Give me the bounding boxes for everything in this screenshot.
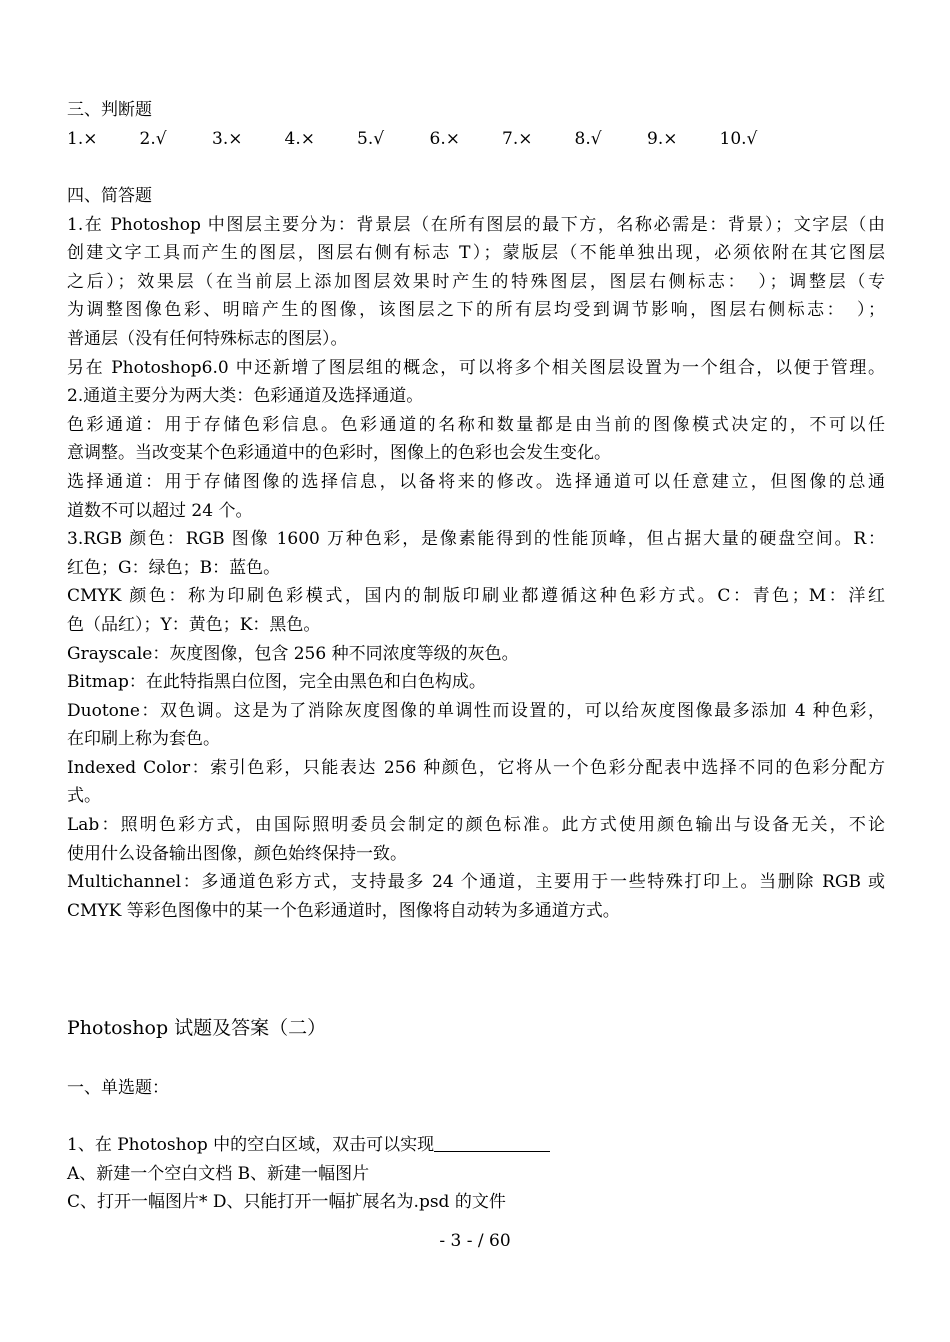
section-heading: 四、简答题 (67, 186, 152, 206)
part-title: Photoshop 试题及答案（二） (67, 1017, 327, 1039)
answer-item: 5.√ (357, 128, 385, 149)
paragraph-line: 普通层（没有任何特殊标志的图层）。 (67, 328, 348, 349)
paragraph-line: Grayscale：灰度图像，包含 256 种不同浓度等级的灰色。 (67, 643, 519, 664)
paragraph-line: Indexed Color：索引色彩，只能表达 256 种颜色，它将从一个色彩分配表中选择不同的色彩分配方 (67, 757, 885, 778)
question-1 (67, 1131, 885, 1217)
paragraph-line: 色彩通道：用于存储色彩信息。色彩通道的名称和数量都是由当前的图像模式决定的，不可以任 (67, 414, 885, 435)
question-option: A、新建一个空白文档 B、新建一幅图片 (67, 1163, 370, 1184)
paragraph-line: 式。 (67, 786, 101, 807)
paragraph-line: Multichannel：多通道色彩方式，支持最多 24 个通道，主要用于一些特殊打印上。当删除 RGB 或 (67, 872, 885, 893)
paragraph-line: Lab：照明色彩方式，由国际照明委员会制定的颜色标准。此方式使用颜色输出与设备无关，不论 (67, 815, 885, 836)
answer-item: 10.√ (719, 128, 758, 149)
paragraph-line: 选择通道：用于存储图像的选择信息，以备将来的修改。选择通道可以任意建立，但图像的总通 (67, 471, 885, 492)
answer-row (67, 125, 885, 154)
paragraph-line: CMYK 颜色：称为印刷色彩模式，国内的制版印刷业都遵循这种色彩方式。C：青色；M：洋红 (67, 586, 885, 607)
paragraph-line: 道数不可以超过 24 个。 (67, 500, 253, 521)
paragraph-line: 意调整。当改变某个色彩通道中的色彩时，图像上的色彩也会发生变化。 (67, 443, 611, 464)
paragraph-line: Bitmap：在此特指黑白位图，完全由黑色和白色构成。 (67, 672, 486, 693)
answer-blank (434, 1133, 550, 1152)
paragraph-line: 为调整图像色彩、明暗产生的图像，该图层之下的所有层均受到调节影响，图层右侧标志： ）； (67, 300, 885, 321)
section-heading: 一、单选题： (67, 1078, 169, 1098)
answer-item: 2.√ (139, 128, 167, 149)
paragraph-line: 色（品红）；Y：黄色；K：黑色。 (67, 614, 321, 635)
page-number: - 3 - / 60 (439, 1231, 511, 1251)
answer-item: 8.√ (574, 128, 602, 149)
answer-item: 6.× (429, 128, 460, 149)
paragraph-line: 在印刷上称为套色。 (67, 729, 220, 750)
section-single-choice (67, 1074, 885, 1103)
paragraph-line: 3.RGB 颜色：RGB 图像 1600 万种色彩，是像素能得到的性能顶峰，但占据大量的硬盘空间。R： (67, 529, 885, 550)
paragraph-line: 另在 Photoshop6.0 中还新增了图层组的概念，可以将多个相关图层设置为一个组合，以便于管理。 (67, 357, 885, 378)
paragraph-line: 红色；G：绿色；B：蓝色。 (67, 557, 281, 578)
question-stem: 1、在 Photoshop 中的空白区域，双击可以实现 (67, 1135, 435, 1155)
question-text (67, 1131, 885, 1160)
paragraph-line: 2.通道主要分为两大类：色彩通道及选择通道。 (67, 386, 424, 407)
question-option: C、打开一幅图片* D、只能打开一幅扩展名为.psd 的文件 (67, 1192, 506, 1213)
section-judgement (67, 96, 885, 153)
paragraph-line: 1.在 Photoshop 中图层主要分为：背景层（在所有图层的最下方，名称必需是：背景）；文字层（由 (67, 214, 885, 235)
paragraph-line: CMYK 等彩色图像中的某一个色彩通道时，图像将自动转为多通道方式。 (67, 900, 620, 921)
section-heading: 三、判断题 (67, 100, 152, 120)
answer-item: 7.× (502, 128, 533, 149)
answer-item: 4.× (284, 128, 315, 149)
paragraph-line: Duotone：双色调。这是为了消除灰度图像的单调性而设置的，可以给灰度图像最多添加 4 种色彩， (67, 700, 885, 721)
paragraph-line: 之后）；效果层（在当前层上添加图层效果时产生的特殊图层，图层右侧标志： ）；调整层（专 (67, 271, 885, 292)
paragraph-line: 使用什么设备输出图像，颜色始终保持一致。 (67, 843, 407, 864)
answer-item: 1.× (67, 128, 98, 149)
paragraph-line: 创建文字工具而产生的图层，图层右侧有标志 T）；蒙版层（不能单独出现，必须依附在其它图层 (67, 243, 885, 264)
section-short-answer (67, 182, 885, 925)
answer-item: 9.× (647, 128, 678, 149)
answer-item: 3.× (212, 128, 243, 149)
paragraph-lines (67, 211, 885, 926)
